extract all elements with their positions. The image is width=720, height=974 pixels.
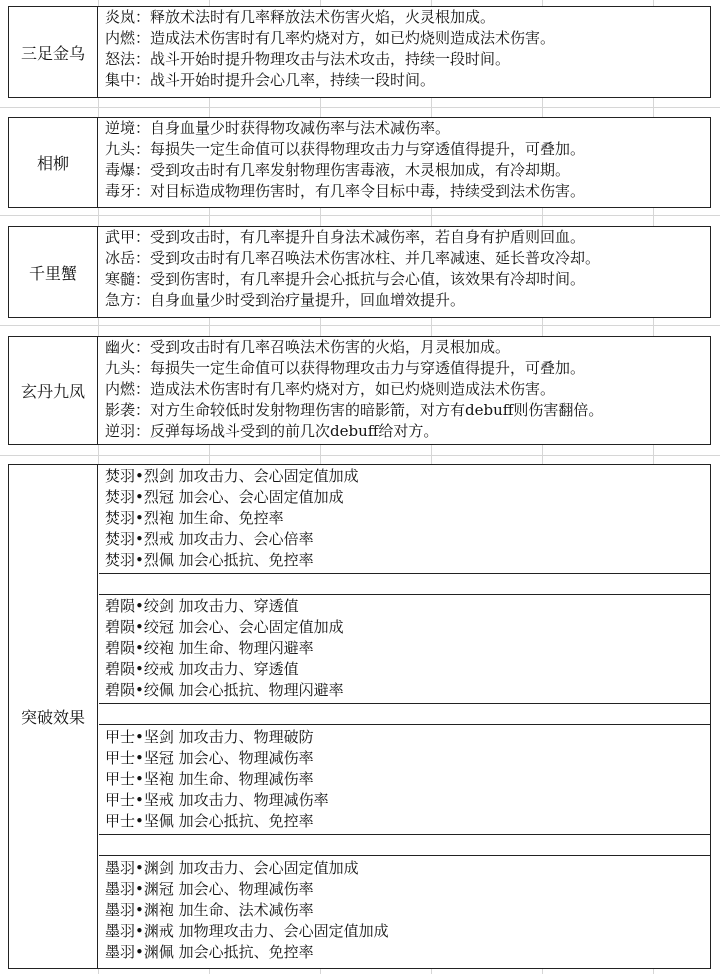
skill-line: 怒法：战斗开始时提升物理攻击与法术攻击，持续一段时间。 bbox=[105, 50, 511, 68]
grid-line bbox=[0, 325, 720, 326]
equipment-line: 碧陨•绞佩 加会心抵抗、物理闪避率 bbox=[105, 681, 344, 699]
grid-line bbox=[0, 455, 720, 456]
beast-block bbox=[8, 6, 711, 98]
equipment-line: 甲士•坚冠 加会心、物理减伤率 bbox=[105, 749, 314, 767]
skill-line: 影袭：对方生命较低时发射物理伤害的暗影箭，对方有debuff则伤害翻倍。 bbox=[105, 401, 604, 419]
row-divider bbox=[99, 834, 710, 835]
equipment-line: 碧陨•绞袍 加生命、物理闪避率 bbox=[105, 639, 314, 657]
equipment-line: 甲士•坚袍 加生命、物理减伤率 bbox=[105, 770, 314, 788]
equipment-set bbox=[99, 596, 710, 701]
equipment-line: 碧陨•绞冠 加会心、会心固定值加成 bbox=[105, 618, 344, 636]
row-divider bbox=[99, 703, 710, 704]
beast-block bbox=[8, 336, 711, 445]
skill-line: 毒牙：对目标造成物理伤害时，有几率令目标中毒，持续受到法术伤害。 bbox=[105, 182, 586, 200]
row-divider bbox=[99, 594, 710, 595]
skill-list bbox=[99, 118, 710, 202]
equipment-line: 甲士•坚戒 加攻击力、物理减伤率 bbox=[105, 791, 329, 809]
skill-list bbox=[99, 227, 710, 311]
equipment-line: 墨羽•渊剑 加攻击力、会心固定值加成 bbox=[105, 859, 359, 877]
skill-line: 逆境：自身血量少时获得物攻减伤率与法术减伤率。 bbox=[105, 119, 451, 137]
beast-name: 千里蟹 bbox=[9, 227, 98, 317]
equipment-line: 碧陨•绞戒 加攻击力、穿透值 bbox=[105, 660, 299, 678]
skill-line: 九头：每损失一定生命值可以获得物理攻击力与穿透值得提升，可叠加。 bbox=[105, 140, 586, 158]
beast-name: 玄丹九凤 bbox=[9, 337, 98, 444]
equipment-line: 墨羽•渊袍 加生命、法术减伤率 bbox=[105, 901, 314, 919]
equipment-line: 焚羽•烈剑 加攻击力、会心固定值加成 bbox=[105, 467, 359, 485]
skill-list bbox=[99, 337, 710, 442]
equipment-line: 甲士•坚佩 加会心抵抗、免控率 bbox=[105, 812, 314, 830]
grid-line bbox=[0, 215, 720, 216]
equipment-line: 墨羽•渊戒 加物理攻击力、会心固定值加成 bbox=[105, 922, 389, 940]
skill-line: 内燃：造成法术伤害时有几率灼烧对方，如已灼烧则造成法术伤害。 bbox=[105, 380, 556, 398]
row-divider bbox=[99, 855, 710, 856]
skill-line: 毒爆：受到攻击时有几率发射物理伤害毒液，木灵根加成，有冷却期。 bbox=[105, 161, 571, 179]
skill-line: 内燃：造成法术伤害时有几率灼烧对方，如已灼烧则造成法术伤害。 bbox=[105, 29, 556, 47]
equipment-set bbox=[99, 727, 710, 832]
skill-line: 九头：每损失一定生命值可以获得物理攻击力与穿透值得提升，可叠加。 bbox=[105, 359, 586, 377]
grid-line bbox=[0, 107, 720, 108]
skill-line: 寒髓：受到伤害时，有几率提升会心抵抗与会心值，该效果有冷却时间。 bbox=[105, 270, 586, 288]
skill-line: 幽火：受到攻击时有几率召唤法术伤害的火焰，月灵根加成。 bbox=[105, 338, 511, 356]
beast-block bbox=[8, 117, 711, 208]
skill-list bbox=[99, 7, 710, 91]
beast-name: 相柳 bbox=[9, 118, 98, 207]
skill-line: 急方：自身血量少时受到治疗量提升，回血增效提升。 bbox=[105, 291, 466, 309]
skill-line: 集中：战斗开始时提升会心几率，持续一段时间。 bbox=[105, 71, 436, 89]
skill-line: 武甲：受到攻击时，有几率提升自身法术减伤率，若自身有护盾则回血。 bbox=[105, 228, 586, 246]
skill-line: 逆羽：反弹每场战斗受到的前几次debuff给对方。 bbox=[105, 422, 439, 440]
equipment-line: 焚羽•烈佩 加会心抵抗、免控率 bbox=[105, 551, 314, 569]
equipment-line: 墨羽•渊冠 加会心、物理减伤率 bbox=[105, 880, 314, 898]
equipment-set bbox=[99, 858, 710, 963]
skill-line: 炎岚：释放术法时有几率释放法术伤害火焰，火灵根加成。 bbox=[105, 8, 496, 26]
equipment-line: 碧陨•绞剑 加攻击力、穿透值 bbox=[105, 597, 299, 615]
beast-block bbox=[8, 226, 711, 318]
equipment-line: 焚羽•烈袍 加生命、免控率 bbox=[105, 509, 284, 527]
beast-name: 三足金乌 bbox=[9, 7, 98, 97]
row-divider bbox=[99, 573, 710, 574]
equipment-line: 焚羽•烈冠 加会心、会心固定值加成 bbox=[105, 488, 344, 506]
breakthrough-block bbox=[8, 464, 711, 969]
equipment-line: 焚羽•烈戒 加攻击力、会心倍率 bbox=[105, 530, 314, 548]
equipment-line: 甲士•坚剑 加攻击力、物理破防 bbox=[105, 728, 314, 746]
equipment-line: 墨羽•渊佩 加会心抵抗、免控率 bbox=[105, 943, 314, 961]
breakthrough-title: 突破效果 bbox=[9, 465, 98, 968]
equipment-set bbox=[99, 466, 710, 571]
row-divider bbox=[99, 724, 710, 725]
skill-line: 冰岳：受到攻击时有几率召唤法术伤害冰柱、并几率减速、延长普攻冷却。 bbox=[105, 249, 601, 267]
